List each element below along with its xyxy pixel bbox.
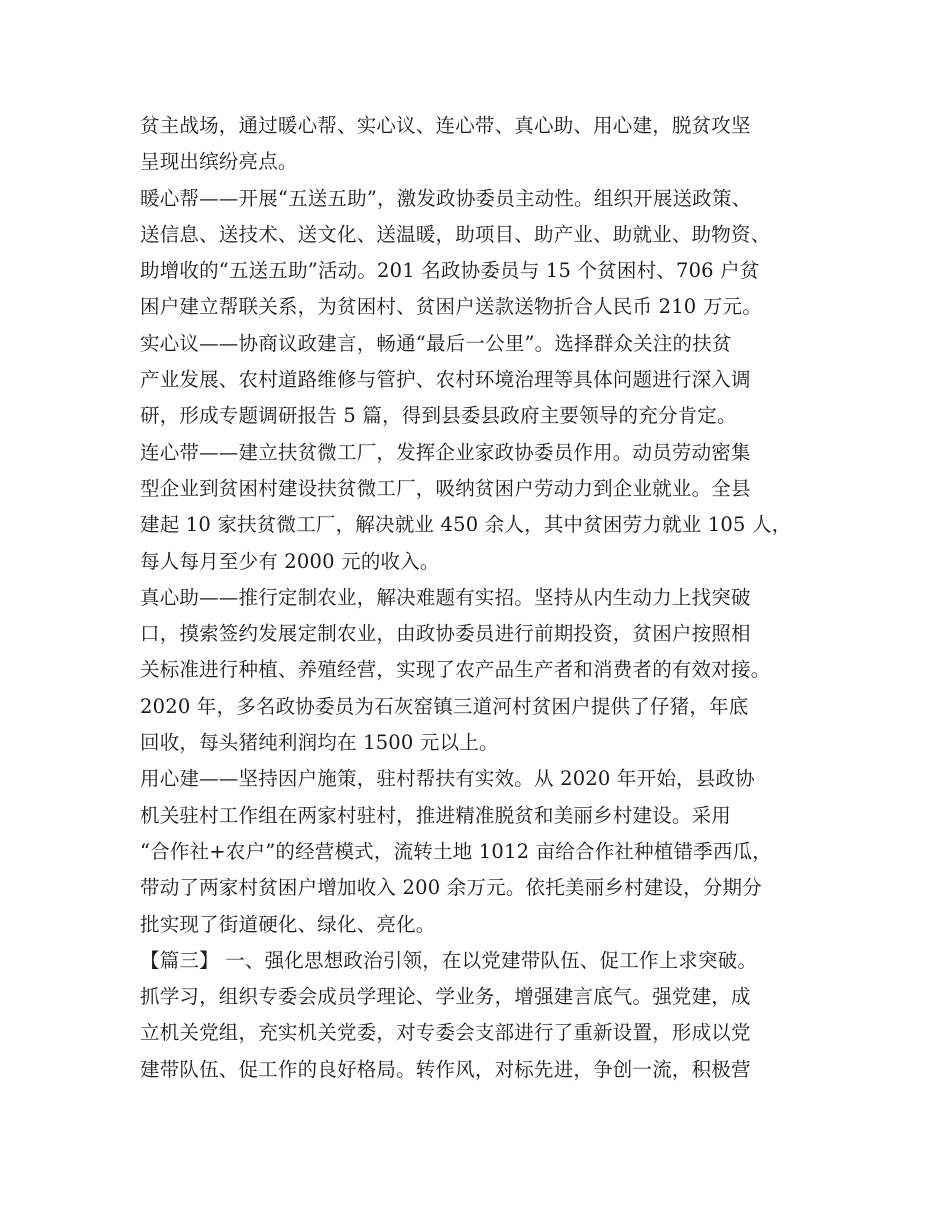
text-line: 回收，每头猪纯利润均在 1500 元以上。 [140, 731, 499, 755]
text-line: 建带队伍、促工作的良好格局。转作风，对标先进，争创一流，积极营 [140, 1057, 751, 1081]
text-line: 口，摸索签约发展定制农业，由政协委员进行前期投资，贫困户按照相 [140, 622, 751, 646]
text-line: 送信息、送技术、送文化、送温暖，助项目、助产业、助就业、助物资、 [140, 222, 771, 246]
text-line: 实心议——协商议政建言，畅通“最后一公里”。选择群众关注的扶贫 [140, 331, 732, 355]
text-line: 2020 年，多名政协委员为石灰窑镇三道河村贫困户提供了仔猪，年底 [140, 694, 749, 718]
text-line: 立机关党组，充实机关党委，对专委会支部进行了重新设置，形成以党 [140, 1021, 751, 1045]
text-line: 用心建——坚持因户施策，驻村帮扶有实效。从 2020 年开始，县政协 [140, 767, 755, 791]
text-line: “合作社+农户”的经营模式，流转土地 1012 亩给合作社种植错季西瓜， [140, 839, 773, 863]
text-line: 真心助——推行定制农业，解决难题有实招。坚持从内生动力上找突破 [140, 585, 751, 609]
text-line: 【篇三】 一、强化思想政治引领，在以党建带队伍、促工作上求突破。 [140, 948, 758, 972]
text-line: 呈现出缤纷亮点。 [140, 150, 298, 174]
text-line: 贫主战场，通过暖心帮、实心议、连心带、真心助、用心建，脱贫攻坚 [140, 114, 751, 137]
text-line: 抓学习，组织专委会成员学理论、学业务，增强建言底气。强党建，成 [140, 985, 751, 1009]
text-line: 助增收的“五送五助”活动。201 名政协委员与 15 个贫困村、706 户贫 [140, 259, 760, 283]
document-body [140, 108, 830, 1088]
text-line: 产业发展、农村道路维修与管护、农村环境治理等具体问题进行深入调 [140, 368, 751, 392]
text-line: 带动了两家村贫困户增加收入 200 余万元。依托美丽乡村建设，分期分 [140, 876, 762, 900]
text-line: 暖心帮——开展“五送五助”，激发政协委员主动性。组织开展送政策、 [140, 186, 752, 210]
text-line: 型企业到贫困村建设扶贫微工厂，吸纳贫困户劳动力到企业就业。全县 [140, 476, 751, 500]
text-line: 每人每月至少有 2000 元的收入。 [140, 549, 440, 573]
text-line: 连心带——建立扶贫微工厂，发挥企业家政协委员作用。动员劳动密集 [140, 440, 751, 464]
text-line: 批实现了街道硬化、绿化、亮化。 [140, 912, 436, 936]
text-line: 机关驻村工作组在两家村驻村，推进精准脱贫和美丽乡村建设。采用 [140, 803, 732, 827]
text-line: 关标准进行种植、养殖经营，实现了农产品生产者和消费者的有效对接。 [140, 658, 771, 682]
text-line: 困户建立帮联关系，为贫困村、贫困户送款送物折合人民币 210 万元。 [140, 295, 762, 319]
text-line: 建起 10 家扶贫微工厂，解决就业 450 余人，其中贫困劳力就业 105 人， [140, 513, 792, 537]
text-line: 研，形成专题调研报告 5 篇，得到县委县政府主要领导的充分肯定。 [140, 404, 737, 428]
